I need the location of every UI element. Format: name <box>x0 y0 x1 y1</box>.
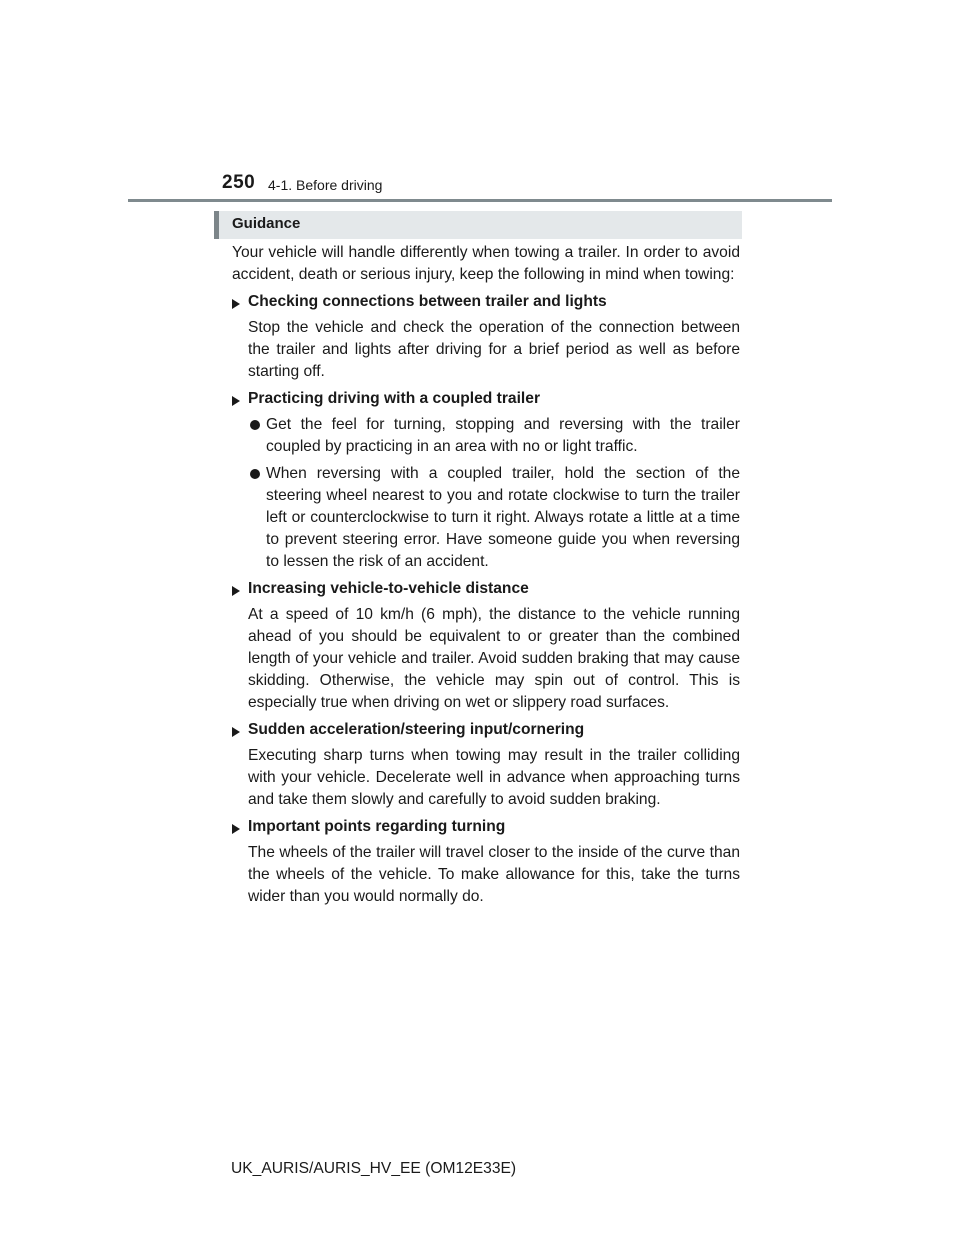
topic-title: Checking connections between trailer and lights <box>248 293 607 310</box>
intro-paragraph: Your vehicle will handle differently when towing a trailer. In order to avoid accident, death or serious injury, keep the following in mind when towing: <box>232 244 740 283</box>
topic-body: The wheels of the trailer will travel closer to the inside of the curve than the wheels of the vehicle. To make allowance for this, take the turns wider than you would normally do. <box>248 844 740 905</box>
topic-title: Important points regarding turning <box>248 818 506 835</box>
topic-acceleration <box>232 719 740 811</box>
guidance-heading-bar <box>214 211 742 239</box>
topic-body: Stop the vehicle and check the operation of the connection between the trailer and lights after driving for a brief period as well as before starting off. <box>248 319 740 380</box>
triangle-bullet-icon <box>232 727 240 737</box>
page-number: 250 <box>222 172 256 193</box>
topic-title: Practicing driving with a coupled trailer <box>248 390 541 407</box>
topic-body: At a speed of 10 km/h (6 mph), the distance to the vehicle running ahead of you should be equivalent to or greater than the combined length of your vehicle and trailer. Avoid sudden braking that may cause skidding. Otherwise, the vehicle may spin out of control. This is especially true when driving on wet or slippery road surfaces. <box>248 606 740 711</box>
triangle-bullet-icon <box>232 586 240 596</box>
circle-bullet-icon <box>250 469 260 479</box>
triangle-bullet-icon <box>232 299 240 309</box>
topic-turning <box>232 816 740 908</box>
topic-connections <box>232 291 740 383</box>
topic-practicing <box>232 388 740 573</box>
topic-distance <box>232 578 740 714</box>
guidance-heading: Guidance <box>232 215 301 232</box>
topic-title: Increasing vehicle-to-vehicle distance <box>248 580 529 597</box>
triangle-bullet-icon <box>232 396 240 406</box>
list-item-text: When reversing with a coupled trailer, hold the section of the steering wheel nearest to you and rotate clockwise to turn the trailer left or counterclockwise to turn it right. Always rotate a little at a time to prevent steering error. Have someone guide you when reversing to lessen the risk of an accident. <box>266 465 740 570</box>
topic-body: Executing sharp turns when towing may result in the trailer colliding with your vehicle. Decelerate well in advance when approaching turns and take them slowly and carefully to avoid sudden braking. <box>248 747 740 808</box>
list-item <box>248 414 740 458</box>
triangle-bullet-icon <box>232 824 240 834</box>
list-item <box>248 463 740 573</box>
topic-title: Sudden acceleration/steering input/cornering <box>248 721 585 738</box>
list-item-text: Get the feel for turning, stopping and reversing with the trailer coupled by practicing in an area with no or light traffic. <box>266 416 740 455</box>
section-title: 4-1. Before driving <box>268 177 383 193</box>
circle-bullet-icon <box>250 420 260 430</box>
guidance-content <box>232 242 740 913</box>
header-divider <box>128 199 832 202</box>
document-code: UK_AURIS/AURIS_HV_EE (OM12E33E) <box>231 1160 517 1177</box>
